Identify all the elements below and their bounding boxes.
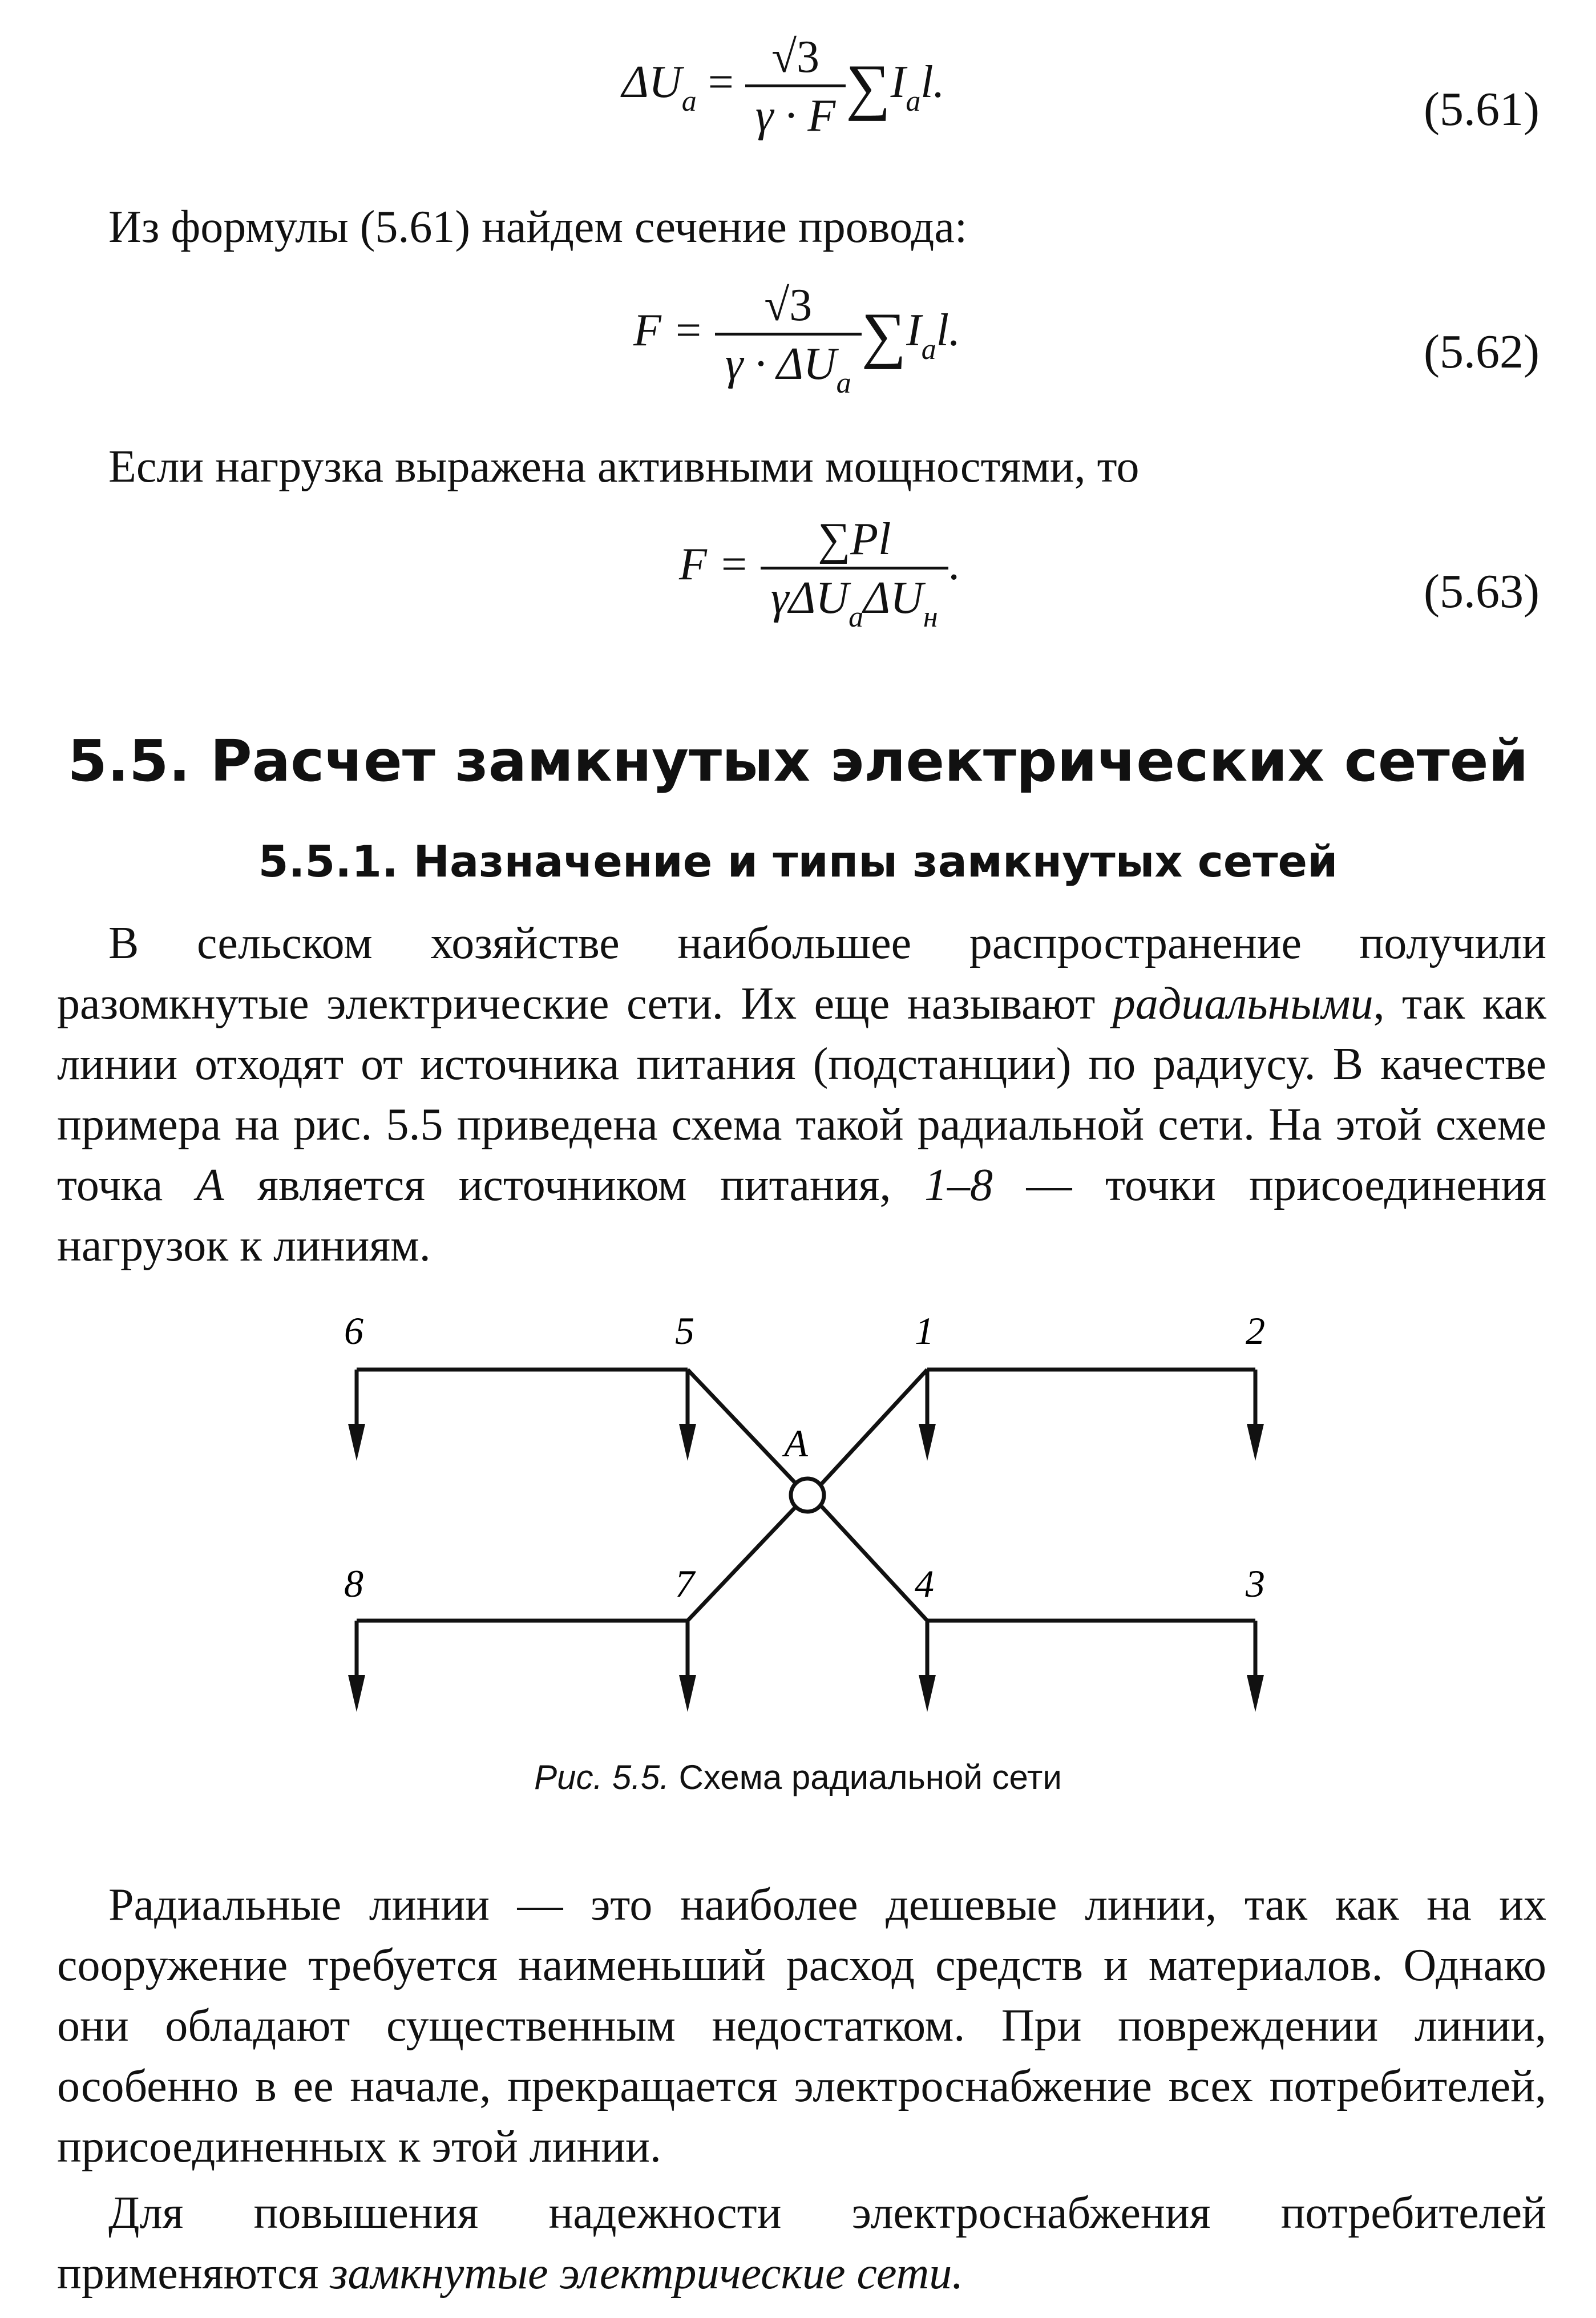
paragraph-radial-networks: В сельском хозяйстве наибольшее распространение получили разомкнутые электрические сети. Их еще называют радиальными, так как линии отходят от источника питания (подстанции) по радиусу. В качестве примера на рис. 5.5 приведена схема такой радиальной сети. На этой схеме точка А является источником питания, 1–8 — точки присоединения нагрузок к линиям. [57, 918, 1547, 1271]
figure-caption [0, 1758, 1596, 1797]
node-label-5: 5 [675, 1309, 694, 1352]
radial-network-diagram [0, 1295, 1596, 1729]
node-label-8: 8 [344, 1562, 363, 1605]
source-node-a [791, 1479, 824, 1512]
caption-label: Рис. 5.5. [534, 1758, 669, 1796]
load-arrow-1 [919, 1424, 936, 1461]
node-label-1: 1 [915, 1309, 934, 1352]
node-label-3: 3 [1246, 1562, 1265, 1605]
paragraph-text-2: Если нагрузка выражена активными мощностями, то [108, 442, 1140, 492]
load-arrow-6 [348, 1424, 365, 1461]
source-label: A [784, 1422, 808, 1465]
equation-number: (5.61) [1424, 83, 1540, 136]
node-label-2: 2 [1246, 1309, 1265, 1352]
load-arrow-7 [679, 1675, 696, 1712]
subsection-heading: 5.5.1. Назначение и типы замкнутых сетей [258, 836, 1338, 887]
load-arrow-4 [919, 1675, 936, 1712]
formula-5-62: F = $\frac{√3}{\gamma \cdot \Delta U_a}$ $\sum I_al$. (5.62) [633, 280, 1540, 399]
paragraph-closed-networks: Для повышения надежности электроснабжения потребителей применяются замкнутые электрические сети. [57, 2188, 1546, 2299]
formula-fraction: $\frac{√3}{\gamma \cdot F}$ [745, 34, 846, 139]
formula-5-63: F = $\frac{\sum Pl}{\gamma\Delta U_a\Delta U_н}$ . (5.63) [679, 514, 1540, 633]
paragraph-radial-drawback: Радиальные линии — это наиболее дешевые линии, так как на их сооружение требуется наименьший расход средств и материалов. Однако они обладают существенным недостатком. При повреждении линии, особенно в ее начале, прекращается электроснабжение всех потребителей, присоединенных к этой линии. [57, 1880, 1546, 2172]
load-arrow-8 [348, 1675, 365, 1712]
load-arrow-2 [1247, 1424, 1264, 1461]
paragraph-text-1: Из формулы (5.61) найдем сечение провода: [108, 202, 968, 252]
caption-text: Схема радиальной сети [669, 1758, 1062, 1796]
equation-number: (5.63) [1424, 565, 1540, 618]
formula-fraction: $\frac{\sum Pl}{\gamma\Delta U_a\Delta U_н}$ [761, 516, 948, 621]
load-arrow-3 [1247, 1675, 1264, 1712]
formula-5-61: $\Delta U_a$ = $\frac{√3}{\gamma \cdot F}$ $\sum I_al$. (5.61) [622, 32, 1540, 141]
load-arrow-5 [679, 1424, 696, 1461]
formula-lhs: $\Delta U_a$ [622, 56, 697, 118]
section-heading: 5.5. Расчет замкнутых электрических сетей [67, 728, 1529, 794]
equation-number: (5.62) [1424, 325, 1540, 378]
node-label-6: 6 [344, 1309, 363, 1352]
node-label-7: 7 [675, 1562, 694, 1605]
formula-fraction: $\frac{√3}{\gamma \cdot \Delta U_a}$ [715, 282, 862, 387]
node-label-4: 4 [915, 1562, 934, 1605]
